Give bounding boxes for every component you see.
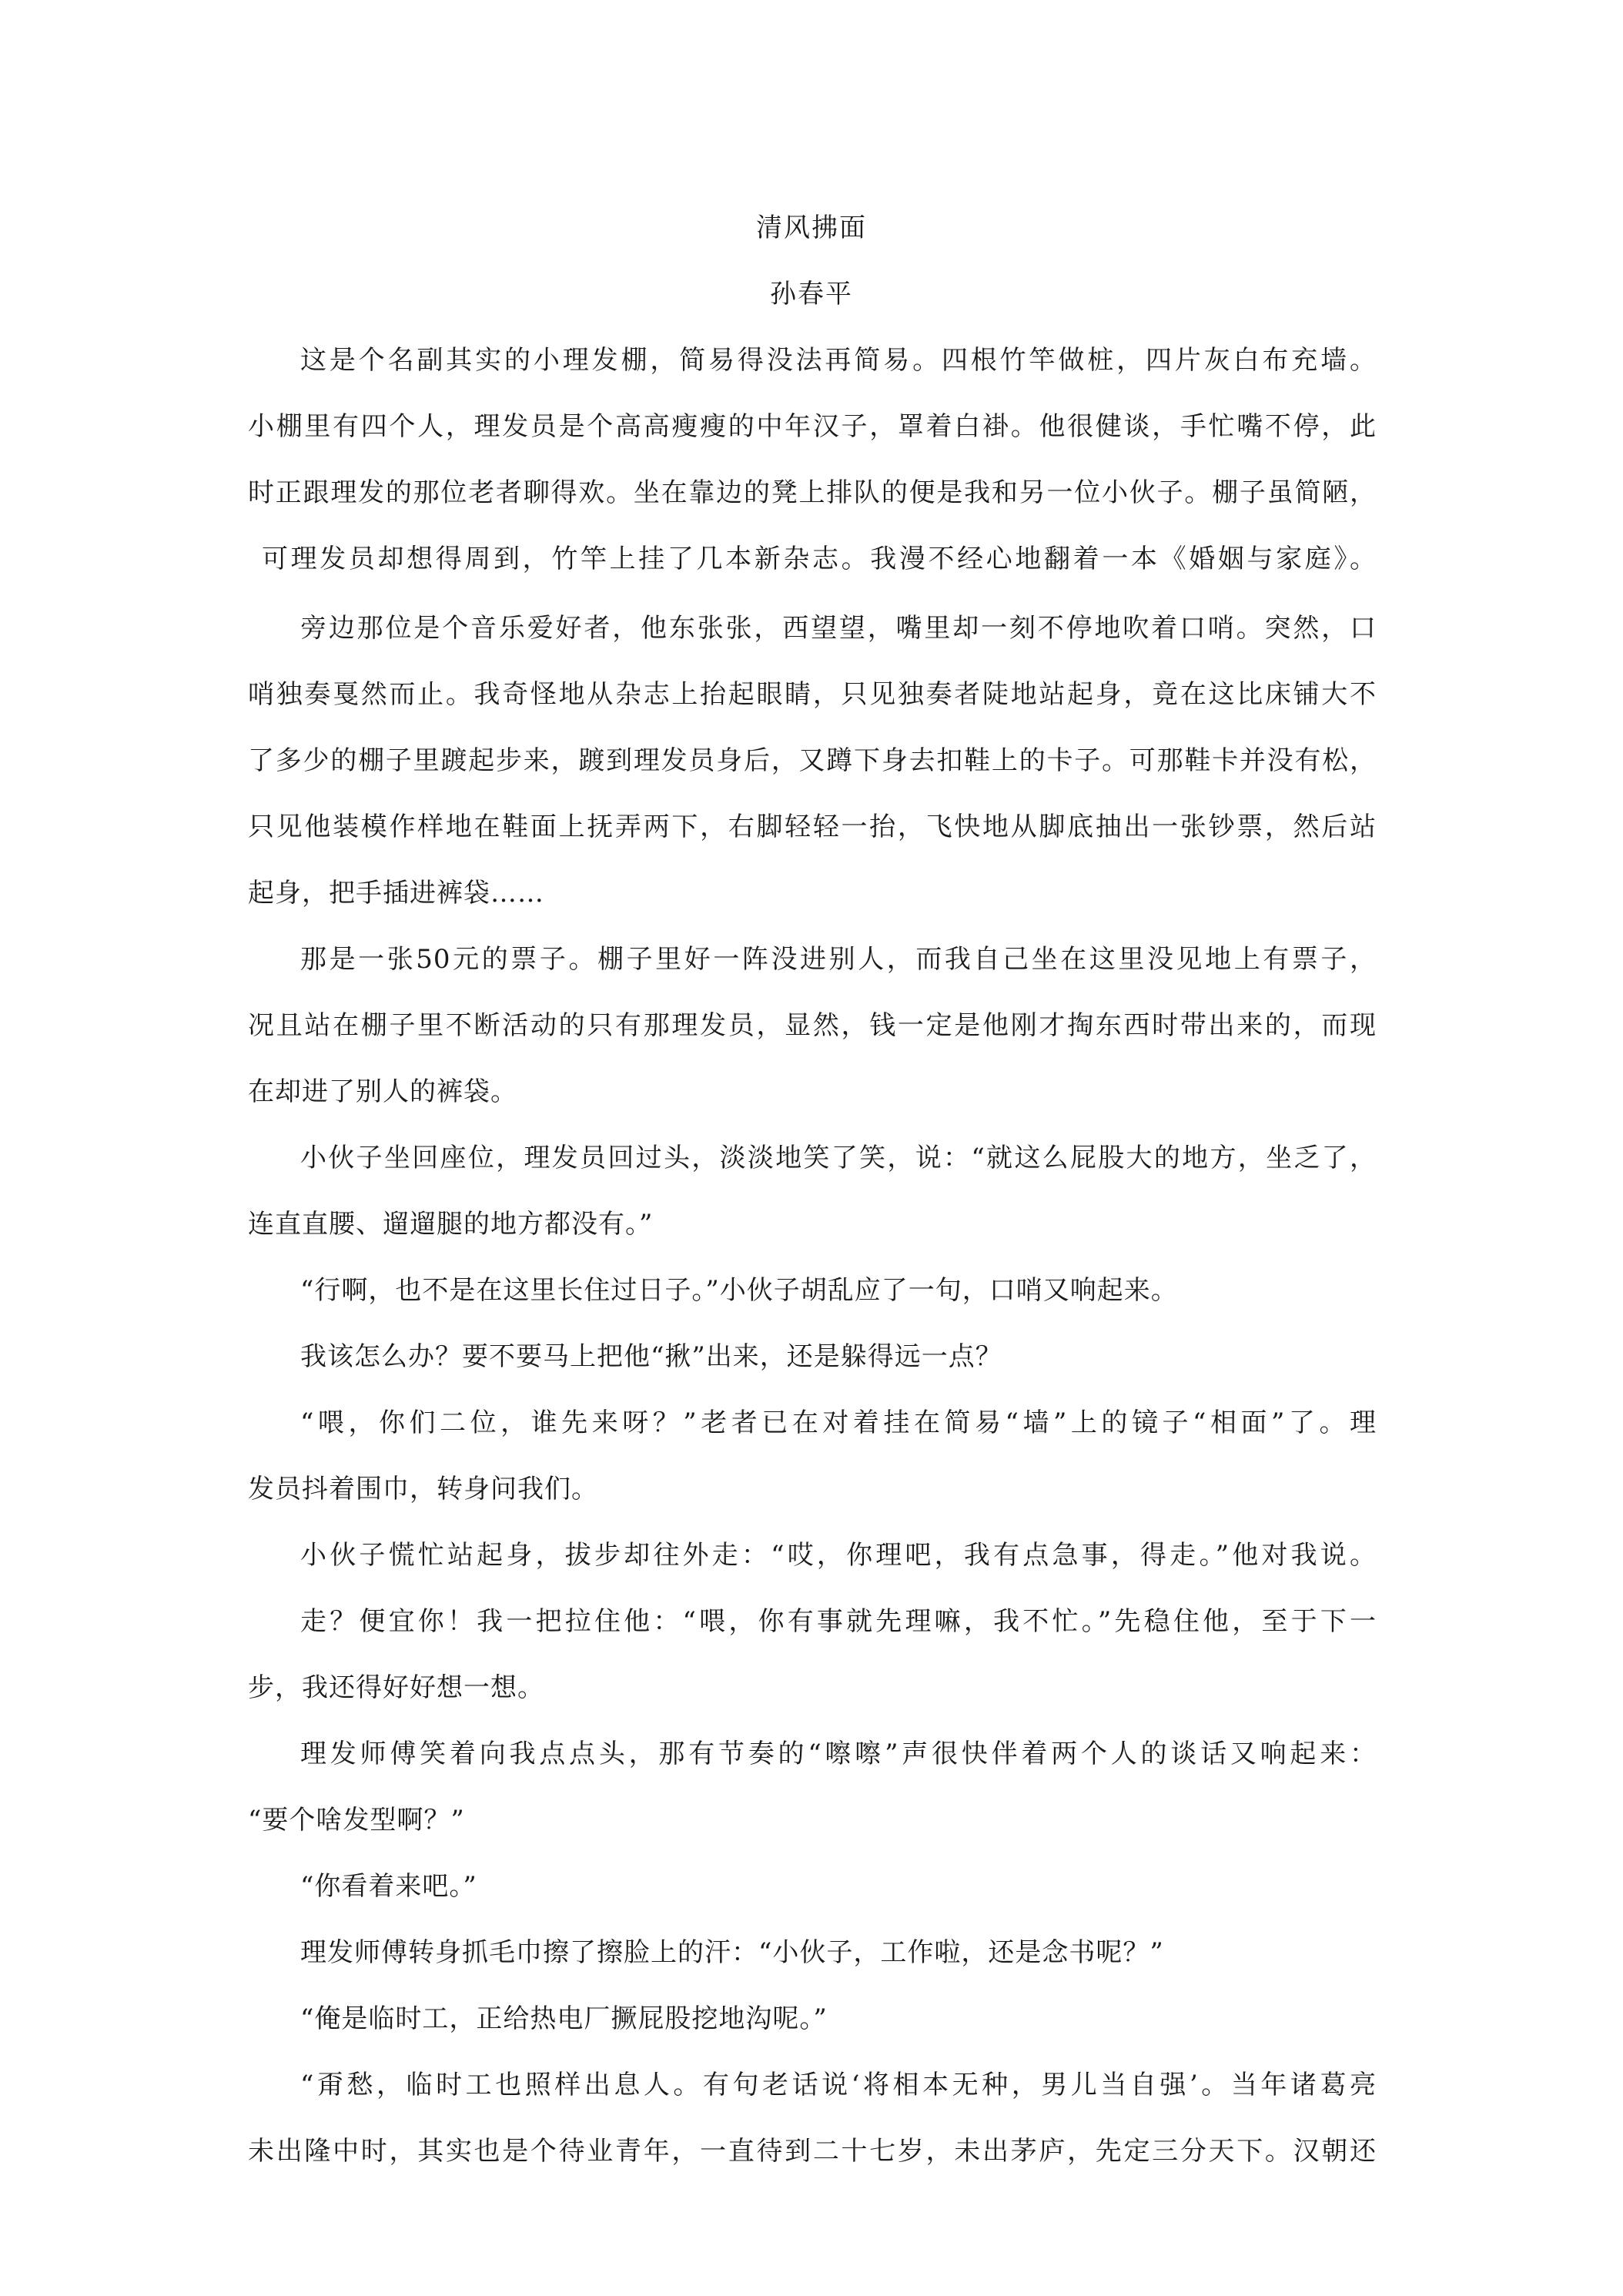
text-line: 小棚里有四个人，理发员是个高高瘦瘦的中年汉子，罩着白褂。他很健谈，手忙嘴不停，此 — [248, 411, 1377, 442]
article-author: 孙春平 — [770, 279, 853, 310]
text-line: 小伙子坐回座位，理发员回过头，淡淡地笑了笑，说：“就这么屁股大的地方，坐乏了， — [300, 1143, 1377, 1173]
text-line: 时正跟理发的那位老者聊得欢。坐在靠边的凳上排队的便是我和另一位小伙子。棚子虽简陋， — [248, 477, 1377, 508]
article-title: 清风拂面 — [756, 213, 867, 243]
text-line: 可理发员却想得周到，竹竿上挂了几本新杂志。我漫不经心地翻着一本《婚姻与家庭》。 — [262, 544, 1377, 574]
text-line: 理发师傅笑着向我点点头，那有节奏的“嚓嚓”声很快伴着两个人的谈话又响起来： — [300, 1739, 1377, 1769]
text-line: “喂，你们二位，谁先来呀？”老者已在对着挂在简易“墙”上的镜子“相面”了。理 — [300, 1407, 1377, 1438]
text-line: 那是一张50元的票子。棚子里好一阵没进别人，而我自己坐在这里没见地上有票子， — [300, 944, 1377, 975]
text-line: “甭愁，临时工也照样出息人。有句老话说‘将相本无种，男儿当自强’。当年诸葛亮 — [300, 2070, 1377, 2100]
text-line: 未出隆中时，其实也是个待业青年，一直待到二十七岁，未出茅庐，先定三分天下。汉朝还 — [248, 2136, 1377, 2167]
text-line: “俺是临时工，正给热电厂撅屁股挖地沟呢。” — [300, 2003, 828, 2034]
text-line: 旁边那位是个音乐爱好者，他东张张，西望望，嘴里却一刻不停地吹着口哨。突然，口 — [300, 613, 1377, 644]
text-line: 发员抖着围巾，转身问我们。 — [248, 1474, 598, 1504]
text-line: 小伙子慌忙站起身，拔步却往外走：“哎，你理吧，我有点急事，得走。”他对我说。 — [300, 1540, 1377, 1571]
text-line: 哨独奏戛然而止。我奇怪地从杂志上抬起眼睛，只见独奏者陡地站起身，竟在这比床铺大不 — [248, 679, 1377, 710]
text-line: 连直直腰、遛遛腿的地方都没有。” — [248, 1209, 654, 1240]
text-line: “你看着来吧。” — [300, 1871, 477, 1902]
text-line: 在却进了别人的裤袋。 — [248, 1076, 517, 1107]
text-line: 理发师傅转身抓毛巾擦了擦脸上的汗：“小伙子，工作啦，还是念书呢？” — [300, 1937, 1164, 1968]
text-line: 起身，把手插进裤袋…… — [248, 878, 544, 909]
text-line: 这是个名副其实的小理发棚，简易得没法再简易。四根竹竿做桩，四片灰白布充墙。 — [300, 345, 1377, 376]
text-line: 况且站在棚子里不断活动的只有那理发员，显然，钱一定是他刚才掏东西时带出来的，而现 — [248, 1010, 1377, 1041]
text-line: 只见他装模作样地在鞋面上抚弄两下，右脚轻轻一抬，飞快地从脚底抽出一张钞票，然后站 — [248, 812, 1377, 842]
text-line: 我该怎么办？要不要马上把他“揪”出来，还是躲得远一点？ — [300, 1341, 1002, 1372]
text-line: 步，我还得好好想一想。 — [248, 1672, 544, 1703]
text-line: 了多少的棚子里踱起步来，踱到理发员身后，又蹲下身去扣鞋上的卡子。可那鞋卡并没有松， — [248, 745, 1377, 776]
text-line: 走？便宜你！我一把拉住他：“喂，你有事就先理嘛，我不忙。”先稳住他，至于下一 — [300, 1606, 1377, 1637]
text-line: “行啊，也不是在这里长住过日子。”小伙子胡乱应了一句，口哨又响起来。 — [300, 1275, 1178, 1306]
text-line: “要个啥发型啊？” — [248, 1805, 465, 1836]
